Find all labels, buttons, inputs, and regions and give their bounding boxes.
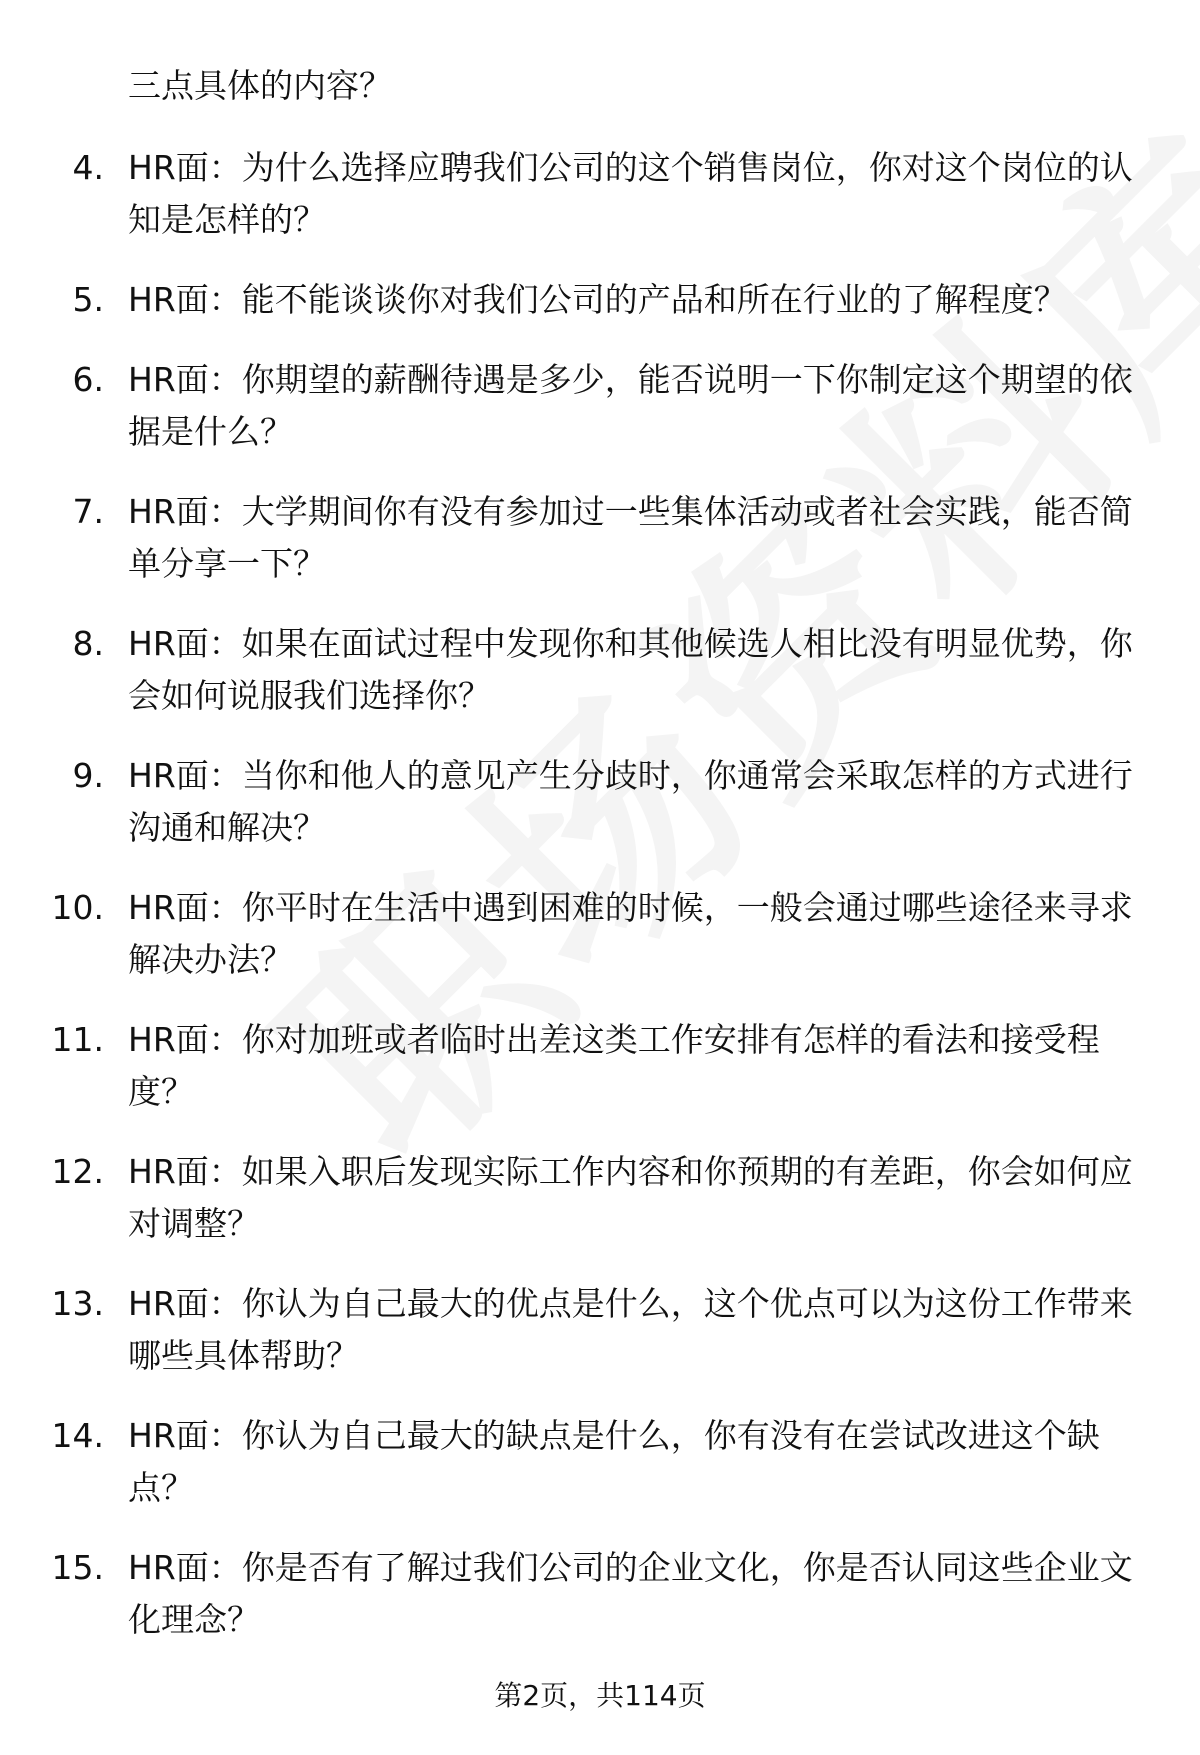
list-item-text: HR面：你认为自己最大的缺点是什么，你有没有在尝试改进这个缺点？ (128, 1416, 1100, 1507)
list-item-number: 12. (51, 1152, 104, 1191)
list-item (0, 142, 1200, 246)
list-item-number: 15. (51, 1548, 104, 1587)
list-item (0, 1014, 1200, 1118)
list-item-text: HR面：你认为自己最大的优点是什么，这个优点可以为这份工作带来哪些具体帮助？ (128, 1284, 1133, 1375)
list-item-text: HR面：当你和他人的意见产生分歧时，你通常会采取怎样的方式进行沟通和解决？ (128, 756, 1133, 847)
question-list (0, 142, 1200, 1674)
list-item-text: HR面：你是否有了解过我们公司的企业文化，你是否认同这些企业文化理念？ (128, 1548, 1133, 1639)
list-item-text: HR面：能不能谈谈你对我们公司的产品和所在行业的了解程度？ (128, 280, 1067, 319)
list-item-number: 8. (72, 624, 104, 663)
list-item (0, 1146, 1200, 1250)
list-item-text: HR面：你对加班或者临时出差这类工作安排有怎样的看法和接受程度？ (128, 1020, 1100, 1111)
list-item (0, 1410, 1200, 1514)
list-item-number: 9. (72, 756, 104, 795)
list-item-number: 7. (72, 492, 104, 531)
list-item (0, 486, 1200, 590)
list-item-number: 14. (51, 1416, 104, 1455)
list-item-text: HR面：为什么选择应聘我们公司的这个销售岗位，你对这个岗位的认知是怎样的？ (128, 148, 1133, 239)
list-item-number: 13. (51, 1284, 104, 1323)
list-item-number: 10. (51, 888, 104, 927)
list-item (0, 1542, 1200, 1646)
list-item-text: HR面：如果在面试过程中发现你和其他候选人相比没有明显优势，你会如何说服我们选择你？ (128, 624, 1133, 715)
page-footer: 第2页，共114页 (494, 1679, 706, 1712)
continuation-text: 三点具体的内容？ (128, 66, 392, 105)
list-item (0, 750, 1200, 854)
list-item-number: 4. (72, 148, 104, 187)
list-item (0, 1278, 1200, 1382)
list-item-text: HR面：你期望的薪酬待遇是多少，能否说明一下你制定这个期望的依据是什么？ (128, 360, 1133, 451)
list-item-number: 6. (72, 360, 104, 399)
list-item (0, 882, 1200, 986)
list-item-text: HR面：大学期间你有没有参加过一些集体活动或者社会实践，能否简单分享一下？ (128, 492, 1133, 583)
list-item (0, 274, 1200, 326)
list-item-text: HR面：如果入职后发现实际工作内容和你预期的有差距，你会如何应对调整？ (128, 1152, 1133, 1243)
list-item (0, 618, 1200, 722)
list-item-number: 5. (72, 280, 104, 319)
list-item-number: 11. (51, 1020, 104, 1059)
list-item-text: HR面：你平时在生活中遇到困难的时候，一般会通过哪些途径来寻求解决办法？ (128, 888, 1133, 979)
list-item (0, 354, 1200, 458)
